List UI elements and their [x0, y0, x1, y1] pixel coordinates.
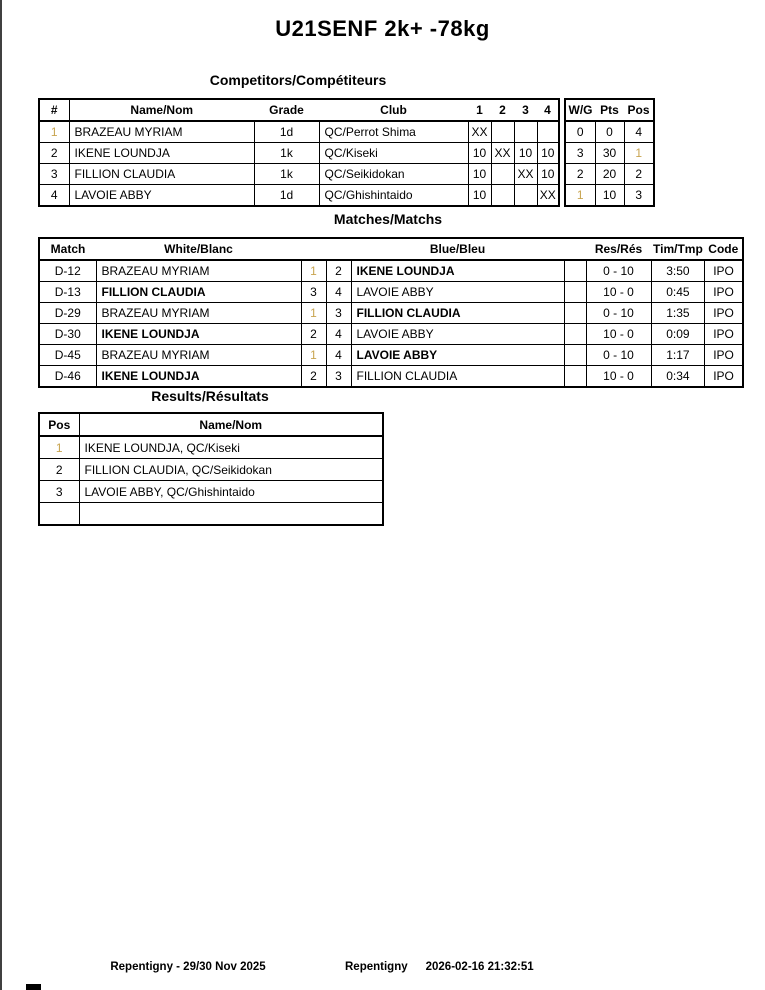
competitor-grade: 1k [254, 143, 319, 164]
result-cell: 10 - 0 [586, 366, 651, 388]
header-match: Match [39, 238, 96, 260]
blue-name: LAVOIE ABBY [351, 324, 564, 345]
competitors-standings-table [564, 98, 655, 207]
result-pos: 1 [39, 436, 79, 459]
competitor-grade: 1d [254, 185, 319, 207]
header-pos: Pos [39, 413, 79, 436]
standings-row [565, 164, 654, 185]
blue-num: 2 [326, 260, 351, 282]
competitor-num: 1 [39, 121, 69, 143]
header-wins: W/G [565, 99, 595, 121]
white-num: 1 [301, 345, 326, 366]
blue-num: 4 [326, 324, 351, 345]
result-cell: 10 - 0 [586, 324, 651, 345]
wins-cell: 1 [565, 185, 595, 207]
white-num: 2 [301, 366, 326, 388]
blue-num: 4 [326, 345, 351, 366]
code-cell: IPO [705, 324, 743, 345]
white-num: 1 [301, 303, 326, 324]
match-id: D-45 [39, 345, 96, 366]
score-cell [537, 121, 559, 143]
results-header-row [39, 413, 383, 436]
header-round-1: 1 [468, 99, 491, 121]
spacer-cell [564, 282, 586, 303]
result-name: IKENE LOUNDJA, QC/Kiseki [79, 436, 383, 459]
header-num: # [39, 99, 69, 121]
competitor-row [39, 143, 559, 164]
competitors-tables [38, 98, 655, 207]
points-cell: 10 [595, 185, 624, 207]
score-cell: 10 [468, 143, 491, 164]
standings-row [565, 121, 654, 143]
header-time: Tim/Tmp [651, 238, 705, 260]
competitor-grade: 1k [254, 164, 319, 185]
score-cell: XX [491, 143, 514, 164]
scan-artifact-bottom [26, 984, 41, 990]
footer-datetime: 2026-02-16 21:32:51 [425, 961, 534, 973]
score-cell [491, 185, 514, 207]
blue-name: LAVOIE ABBY [351, 282, 564, 303]
match-id: D-12 [39, 260, 96, 282]
score-cell [514, 185, 537, 207]
standings-header-row [565, 99, 654, 121]
header-white: White/Blanc [96, 238, 301, 260]
score-cell: 10 [537, 164, 559, 185]
match-row [39, 366, 743, 388]
position-cell: 4 [624, 121, 654, 143]
matches-heading: Matches/Matchs [333, 211, 443, 227]
result-pos: 2 [39, 459, 79, 481]
code-cell: IPO [705, 303, 743, 324]
result-cell: 0 - 10 [586, 345, 651, 366]
score-cell: XX [537, 185, 559, 207]
result-pos [39, 503, 79, 526]
white-num: 3 [301, 282, 326, 303]
header-blue-num [326, 238, 351, 260]
match-row [39, 260, 743, 282]
score-cell: 10 [514, 143, 537, 164]
scan-artifact-left [0, 0, 2, 990]
match-row [39, 345, 743, 366]
code-cell: IPO [705, 282, 743, 303]
result-name: FILLION CLAUDIA, QC/Seikidokan [79, 459, 383, 481]
blue-num: 3 [326, 366, 351, 388]
code-cell: IPO [705, 260, 743, 282]
time-cell: 1:17 [651, 345, 705, 366]
match-id: D-46 [39, 366, 96, 388]
white-name: IKENE LOUNDJA [96, 366, 301, 388]
position-cell: 1 [624, 143, 654, 164]
competitors-table [38, 98, 560, 207]
time-cell: 0:09 [651, 324, 705, 345]
footer-print-info [345, 961, 534, 973]
competitors-header-row [39, 99, 559, 121]
wins-cell: 0 [565, 121, 595, 143]
competitor-grade: 1d [254, 121, 319, 143]
competitor-club: QC/Kiseki [319, 143, 468, 164]
header-spacer [564, 238, 586, 260]
time-cell: 3:50 [651, 260, 705, 282]
time-cell: 0:45 [651, 282, 705, 303]
white-name: FILLION CLAUDIA [96, 282, 301, 303]
competitor-name: BRAZEAU MYRIAM [69, 121, 254, 143]
match-row [39, 324, 743, 345]
score-cell [491, 121, 514, 143]
result-cell: 10 - 0 [586, 282, 651, 303]
position-cell: 3 [624, 185, 654, 207]
header-round-2: 2 [491, 99, 514, 121]
blue-name: FILLION CLAUDIA [351, 303, 564, 324]
competitors-heading: Competitors/Compétiteurs [209, 72, 387, 88]
white-name: IKENE LOUNDJA [96, 324, 301, 345]
footer-location: Repentigny [345, 961, 408, 973]
header-result: Res/Rés [586, 238, 651, 260]
header-code: Code [705, 238, 743, 260]
competitor-num: 3 [39, 164, 69, 185]
result-cell: 0 - 10 [586, 303, 651, 324]
spacer-cell [564, 366, 586, 388]
competitor-row [39, 121, 559, 143]
result-row [39, 481, 383, 503]
score-cell [514, 121, 537, 143]
result-name [79, 503, 383, 526]
spacer-cell [564, 345, 586, 366]
header-name: Name/Nom [79, 413, 383, 436]
wins-cell: 3 [565, 143, 595, 164]
score-cell [491, 164, 514, 185]
competitor-name: LAVOIE ABBY [69, 185, 254, 207]
competitor-club: QC/Perrot Shima [319, 121, 468, 143]
result-cell: 0 - 10 [586, 260, 651, 282]
competitor-row [39, 164, 559, 185]
white-name: BRAZEAU MYRIAM [96, 345, 301, 366]
blue-name: IKENE LOUNDJA [351, 260, 564, 282]
blue-name: FILLION CLAUDIA [351, 366, 564, 388]
footer-event: Repentigny - 29/30 Nov 2025 [110, 961, 266, 973]
results-table [38, 412, 384, 526]
white-num: 1 [301, 260, 326, 282]
code-cell: IPO [705, 366, 743, 388]
blue-num: 4 [326, 282, 351, 303]
score-cell: 10 [537, 143, 559, 164]
matches-header-row [39, 238, 743, 260]
spacer-cell [564, 324, 586, 345]
score-cell: 10 [468, 185, 491, 207]
spacer-cell [564, 303, 586, 324]
header-round-3: 3 [514, 99, 537, 121]
header-grade: Grade [254, 99, 319, 121]
blue-num: 3 [326, 303, 351, 324]
result-row [39, 459, 383, 481]
result-row [39, 503, 383, 526]
header-club: Club [319, 99, 468, 121]
page-title: U21SENF 2k+ -78kg [275, 16, 490, 41]
spacer-cell [564, 260, 586, 282]
white-name: BRAZEAU MYRIAM [96, 303, 301, 324]
competitor-num: 2 [39, 143, 69, 164]
score-cell: XX [468, 121, 491, 143]
match-id: D-29 [39, 303, 96, 324]
time-cell: 0:34 [651, 366, 705, 388]
competitor-name: FILLION CLAUDIA [69, 164, 254, 185]
competitor-row [39, 185, 559, 207]
match-id: D-13 [39, 282, 96, 303]
blue-name: LAVOIE ABBY [351, 345, 564, 366]
position-cell: 2 [624, 164, 654, 185]
match-id: D-30 [39, 324, 96, 345]
score-cell: 10 [468, 164, 491, 185]
white-name: BRAZEAU MYRIAM [96, 260, 301, 282]
score-cell: XX [514, 164, 537, 185]
standings-row [565, 143, 654, 164]
match-row [39, 282, 743, 303]
white-num: 2 [301, 324, 326, 345]
results-heading: Results/Résultats [151, 388, 269, 404]
standings-row [565, 185, 654, 207]
competitor-club: QC/Seikidokan [319, 164, 468, 185]
points-cell: 20 [595, 164, 624, 185]
points-cell: 0 [595, 121, 624, 143]
competitor-name: IKENE LOUNDJA [69, 143, 254, 164]
header-name: Name/Nom [69, 99, 254, 121]
competitor-club: QC/Ghishintaido [319, 185, 468, 207]
header-points: Pts [595, 99, 624, 121]
result-row [39, 436, 383, 459]
header-blue: Blue/Bleu [351, 238, 564, 260]
result-name: LAVOIE ABBY, QC/Ghishintaido [79, 481, 383, 503]
matches-table [38, 237, 744, 388]
points-cell: 30 [595, 143, 624, 164]
wins-cell: 2 [565, 164, 595, 185]
code-cell: IPO [705, 345, 743, 366]
result-pos: 3 [39, 481, 79, 503]
header-round-4: 4 [537, 99, 559, 121]
header-position: Pos [624, 99, 654, 121]
header-white-num [301, 238, 326, 260]
time-cell: 1:35 [651, 303, 705, 324]
competitor-num: 4 [39, 185, 69, 207]
match-row [39, 303, 743, 324]
